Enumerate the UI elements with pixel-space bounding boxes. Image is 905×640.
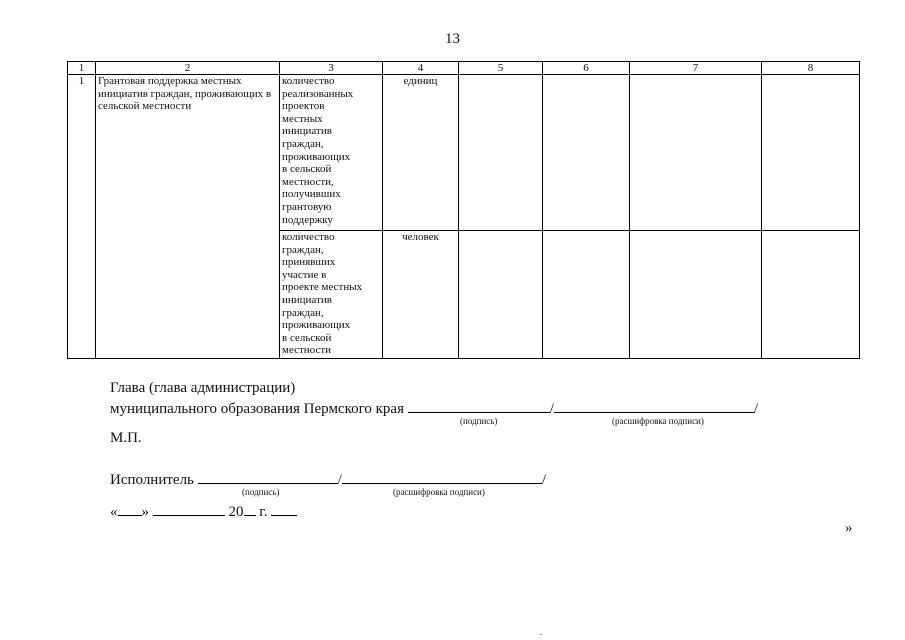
indicator-line: местных (282, 112, 323, 125)
slash: / (753, 401, 759, 417)
measure-name: Грантовая поддержка местных инициатив граждан, проживающих в сельской местности (96, 75, 280, 359)
indicator-line: местности, (282, 175, 334, 188)
head-title-line2: муниципального образования Пермского края (110, 401, 404, 417)
col-header-6: 6 (543, 62, 630, 75)
value-cell (543, 231, 630, 359)
indicator-line: инициатив (282, 293, 332, 306)
indicator-cell (280, 231, 383, 359)
value-cell (762, 75, 860, 231)
table-row (68, 75, 860, 231)
slash: / (541, 472, 546, 488)
date-year-prefix: 20 (228, 504, 244, 520)
head-decode-blank[interactable] (554, 397, 754, 413)
unit-cell: человек (383, 231, 459, 359)
value-cell (630, 75, 762, 231)
month-blank[interactable] (153, 500, 225, 516)
extra-blank[interactable] (271, 500, 297, 516)
indicator-line: граждан, (282, 137, 324, 150)
executor-decode-caption: (расшифровка подписи) (393, 487, 485, 497)
value-cell (762, 231, 860, 359)
executor-label: Исполнитель (110, 472, 194, 488)
indicator-line: принявших (282, 256, 336, 269)
value-cell (543, 75, 630, 231)
executor-signature-caption: (подпись) (242, 487, 280, 497)
slash: / (337, 472, 342, 488)
closing-quote: » (845, 520, 853, 536)
head-decode-caption: (расшифровка подписи) (612, 416, 704, 426)
day-blank[interactable] (118, 500, 142, 516)
indicator-line: получивших (282, 188, 341, 201)
value-cell (459, 75, 543, 231)
indicators-table (67, 61, 860, 359)
head-title-line1: Глава (глава администрации) (110, 380, 296, 396)
value-cell (459, 231, 543, 359)
stamp-mark: М.П. (110, 430, 142, 446)
col-header-8: 8 (762, 62, 860, 75)
indicator-line: местности (282, 344, 332, 357)
value-cell (630, 231, 762, 359)
indicator-line: проектов (282, 100, 325, 113)
indicator-line: участие в (282, 268, 327, 281)
slash: / (549, 401, 554, 417)
indicator-line: проекте местных (282, 281, 363, 294)
indicator-line: проживающих (282, 150, 351, 163)
col-header-7: 7 (630, 62, 762, 75)
indicator-line: граждан, (282, 243, 324, 256)
head-signature-blank[interactable] (408, 397, 550, 413)
indicator-line: грантовую (282, 200, 332, 213)
indicator-line: количество (282, 231, 335, 243)
indicator-line: проживающих (282, 319, 351, 332)
indicator-line: количество (282, 75, 335, 87)
date-close-quote: » (141, 504, 149, 520)
year-blank[interactable] (244, 500, 256, 516)
head-signature-caption: (подпись) (460, 416, 498, 426)
indicator-line: в сельской (282, 163, 332, 176)
indicator-line: реализованных (282, 87, 354, 100)
col-header-3: 3 (280, 62, 383, 75)
col-header-2: 2 (96, 62, 280, 75)
col-header-1: 1 (68, 62, 96, 75)
page-number: 13 (445, 31, 460, 47)
row-number: 1 (68, 75, 96, 359)
indicator-line: граждан, (282, 306, 324, 319)
date-year-suffix: г. (259, 504, 268, 520)
date-line (110, 500, 297, 521)
indicator-line: поддержку (282, 213, 333, 226)
indicator-line: инициатив (282, 125, 332, 138)
scan-speck (540, 634, 542, 635)
col-header-5: 5 (459, 62, 543, 75)
unit-cell: единиц (383, 75, 459, 231)
date-open-quote: « (110, 504, 118, 520)
executor-decode-blank[interactable] (342, 468, 542, 484)
executor-signature-line (110, 468, 546, 489)
header-row (68, 62, 860, 75)
indicator-cell (280, 75, 383, 231)
col-header-4: 4 (383, 62, 459, 75)
head-signature-line (110, 397, 758, 418)
executor-signature-blank[interactable] (198, 468, 338, 484)
indicator-line: в сельской (282, 331, 332, 344)
